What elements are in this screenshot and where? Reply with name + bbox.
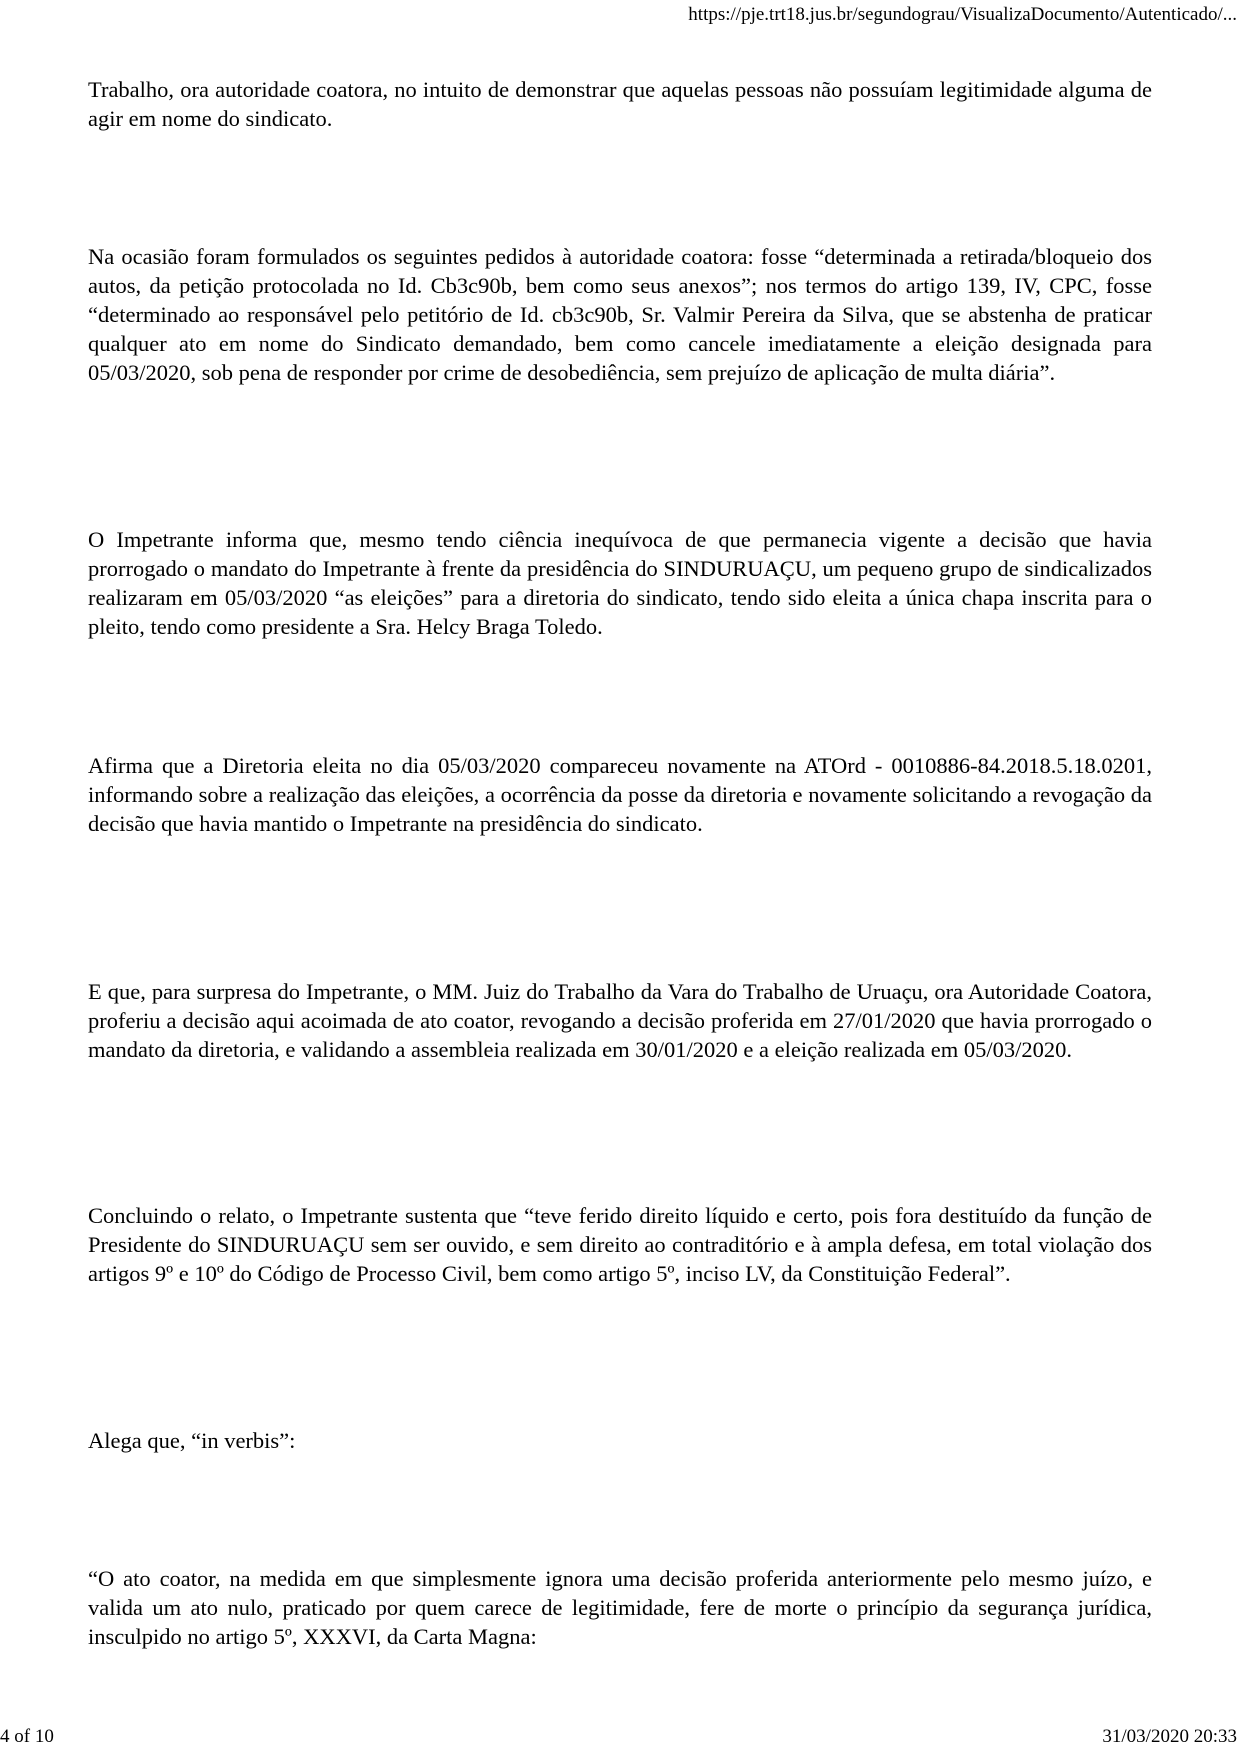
paragraph: Alega que, “in verbis”: <box>88 1428 296 1453</box>
paragraph: Trabalho, ora autoridade coatora, no intuito de demonstrar que aquelas pessoas não possuíam legitimidade alguma de agir em nome do sindicato. <box>88 77 1152 131</box>
paragraph: Afirma que a Diretoria eleita no dia 05/03/2020 compareceu novamente na ATOrd - 0010886-84.2018.5.18.0201, informando sobre a realização das eleições, a ocorrência da posse da diretoria e novamente solicitando a revogação da decisão que havia mantido o Impetrante na presidência do sindicato. <box>88 753 1152 836</box>
paragraph: “O ato coator, na medida em que simplesmente ignora uma decisão proferida anteriormente pelo mesmo juízo, e valida um ato nulo, praticado por quem carece de legitimidade, fere de morte o princípio da segurança jurídica, insculpido no artigo 5º, XXXVI, da Carta Magna: <box>88 1566 1152 1649</box>
page-number: 4 of 10 <box>0 1726 54 1747</box>
paragraph: E que, para surpresa do Impetrante, o MM. Juiz do Trabalho da Vara do Trabalho de Uruaçu, ora Autoridade Coatora, proferiu a decisão aqui acoimada de ato coator, revogando a decisão proferida em 27/01/2020 que havia prorrogado o mandato da diretoria, e validando a assembleia realizada em 30/01/2020 e a eleição realizada em 05/03/2020. <box>88 979 1152 1062</box>
print-datetime: 31/03/2020 20:33 <box>1102 1726 1237 1747</box>
paragraph: O Impetrante informa que, mesmo tendo ciência inequívoca de que permanecia vigente a decisão que havia prorrogado o mandato do Impetrante à frente da presidência do SINDURUAÇU, um pequeno grupo de sindicalizados realizaram em 05/03/2020 “as eleições” para a diretoria do sindicato, tendo sido eleita a única chapa inscrita para o pleito, tendo como presidente a Sra. Helcy Braga Toledo. <box>88 527 1152 639</box>
paragraph: Na ocasião foram formulados os seguintes pedidos à autoridade coatora: fosse “determinada a retirada/bloqueio dos autos, da petição protocolada no Id. Cb3c90b, bem como seus anexos”; nos termos do artigo 139, IV, CPC, fosse “determinado ao responsável pelo petitório de Id. cb3c90b, Sr. Valmir Pereira da Silva, que se abstenha de praticar qualquer ato em nome do Sindicato demandado, bem como cancele imediatamente a eleição designada para 05/03/2020, sob pena de responder por crime de desobediência, sem prejuízo de aplicação de multa diária”. <box>88 244 1152 385</box>
header-url: https://pje.trt18.jus.br/segundograu/VisualizaDocumento/Autenticado/... <box>688 4 1237 25</box>
paragraph: Concluindo o relato, o Impetrante sustenta que “teve ferido direito líquido e certo, pois fora destituído da função de Presidente do SINDURUAÇU sem ser ouvido, e sem direito ao contraditório e à ampla defesa, em total violação dos artigos 9º e 10º do Código de Processo Civil, bem como artigo 5º, inciso LV, da Constituição Federal”. <box>88 1203 1152 1286</box>
